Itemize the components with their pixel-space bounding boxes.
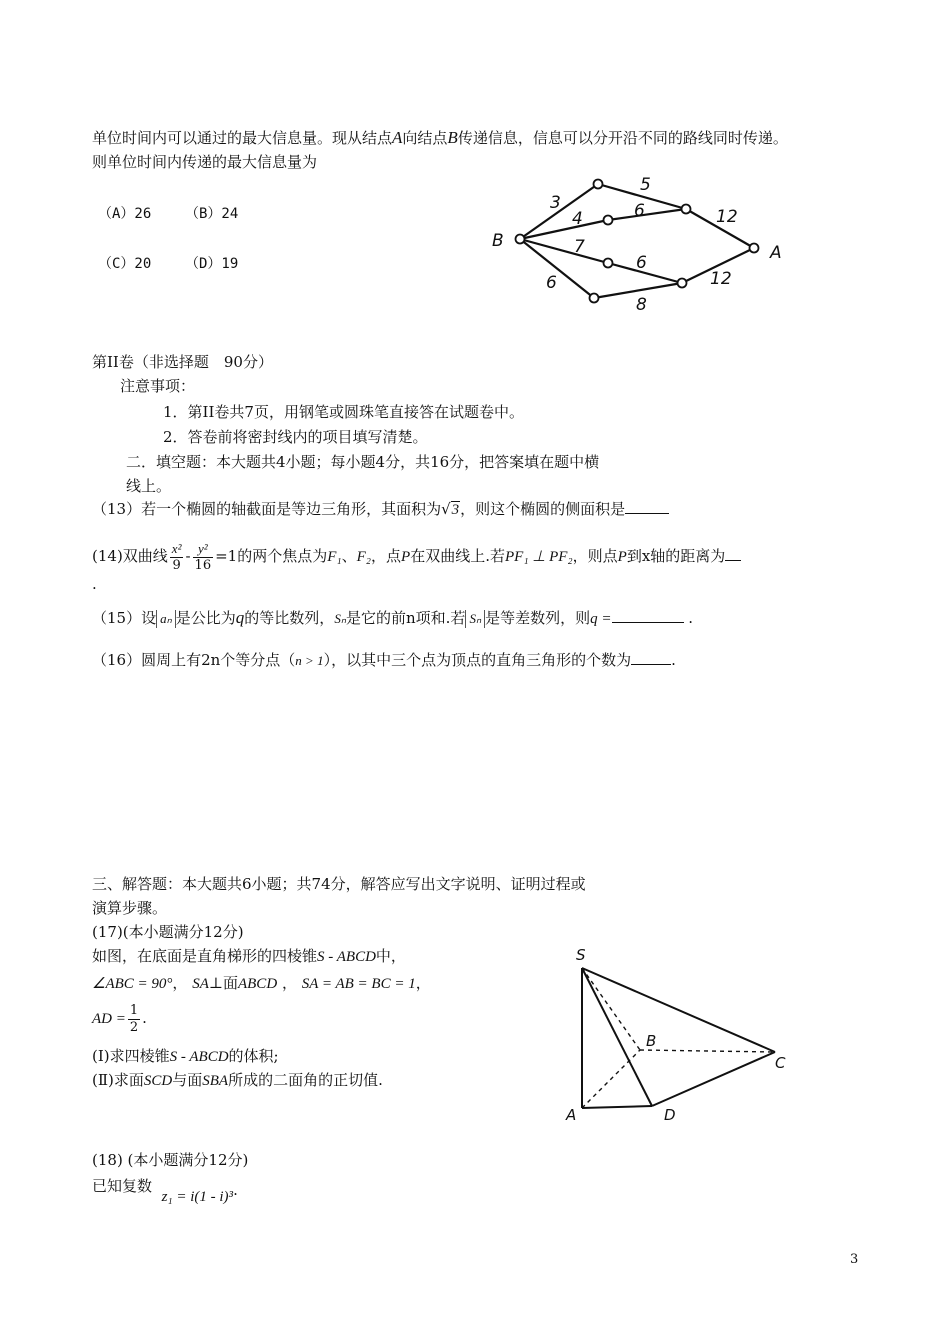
q17-line1: 如图，在底面是直角梯形的四棱锥S - ABCD中， xyxy=(92,947,406,965)
fill-section-title: 二．填空题：本大题共4小题；每小题4分，共16分，把答案填在题中横 xyxy=(126,453,600,471)
question-15: （15）设 aₙ 是公比为q的等比数列，Sₙ是它的前n项和.若 Sₙ 是等差数列，则q = . xyxy=(92,608,694,627)
q12-line2: 则单位时间内传递的最大信息量为 xyxy=(92,153,318,171)
option-a: （A）26 xyxy=(98,206,152,222)
edge-label: 5 xyxy=(640,175,651,195)
question-16: （16）圆周上有2n个等分点（n > 1），以其中三个点为顶点的直角三角形的个数为 . xyxy=(92,651,676,669)
vertex-a: A xyxy=(566,1106,577,1124)
edge-label: 8 xyxy=(636,295,647,315)
edge-label: 6 xyxy=(546,273,557,293)
q17-header: (17)(本小题满分12分) xyxy=(92,923,244,941)
edge-label: 3 xyxy=(550,193,561,213)
option-c: （C）20 xyxy=(98,256,152,272)
vertex-s: S xyxy=(576,946,586,964)
network-graph xyxy=(488,172,798,317)
edge-label: 6 xyxy=(636,253,647,273)
note-2: 2．答卷前将密封线内的项目填写清楚。 xyxy=(163,428,428,446)
fill-section-title-cont: 线上。 xyxy=(126,477,172,495)
q17-part-i: (Ⅰ)求四棱锥S - ABCD的体积; xyxy=(92,1047,279,1065)
part2-title: 第II卷（非选择题 90分） xyxy=(92,353,273,371)
option-d: （D）19 xyxy=(185,256,239,272)
option-b: （B）24 xyxy=(185,206,239,222)
q12-line1: 单位时间内可以通过的最大信息量。现从结点A向结点B传递信息，信息可以分开沿不同的路线同时传递。 xyxy=(92,128,788,147)
vertex-c: C xyxy=(775,1054,786,1072)
edge-label: 7 xyxy=(574,237,585,257)
edge-label: 4 xyxy=(572,209,583,229)
q14-trailing-dot: . xyxy=(92,575,97,593)
q18-line1: 已知复数 z₁ = i(1 - i)³. xyxy=(92,1177,238,1205)
graph-node-a: A xyxy=(770,243,782,263)
q18-header: (18) (本小题满分12分) xyxy=(92,1151,249,1169)
edge-label: 6 xyxy=(634,201,645,221)
note-1: 1．第II卷共7页，用钢笔或圆珠笔直接答在试题卷中。 xyxy=(163,403,524,421)
q17-line2: ∠ABC = 90°， SA⊥面ABCD ， SA = AB = BC = 1， xyxy=(92,974,431,992)
page-number: 3 xyxy=(850,1252,859,1267)
part3-title-cont: 演算步骤。 xyxy=(92,899,168,917)
q17-part-ii: (Ⅱ)求面SCD与面SBA所成的二面角的正切值. xyxy=(92,1071,383,1089)
part3-title: 三、解答题：本大题共6小题；共74分，解答应写出文字说明、证明过程或 xyxy=(92,875,586,893)
edge-label: 12 xyxy=(710,269,732,289)
graph-node-b: B xyxy=(492,231,504,251)
vertex-b: B xyxy=(646,1032,657,1050)
q17-line3: AD = $\frac{1}{2}$ . xyxy=(92,1002,147,1035)
edge-label: 12 xyxy=(716,207,738,227)
question-14: (14)双曲线 $\frac{\text{x²}}{9}$ - $\frac{\text{y²}}{16}$ =1的两个焦点为F₁、F₂，点P在双曲线上.若PF₁ ⊥ PF₂，则点P到x轴的距离为 xyxy=(92,536,741,577)
notes-title: 注意事项： xyxy=(120,377,196,395)
question-13: （13）若一个椭圆的轴截面是等边三角形，其面积为√3，则这个椭圆的侧面积是 xyxy=(92,499,669,520)
vertex-d: D xyxy=(664,1106,676,1124)
pyramid-diagram xyxy=(560,940,800,1130)
